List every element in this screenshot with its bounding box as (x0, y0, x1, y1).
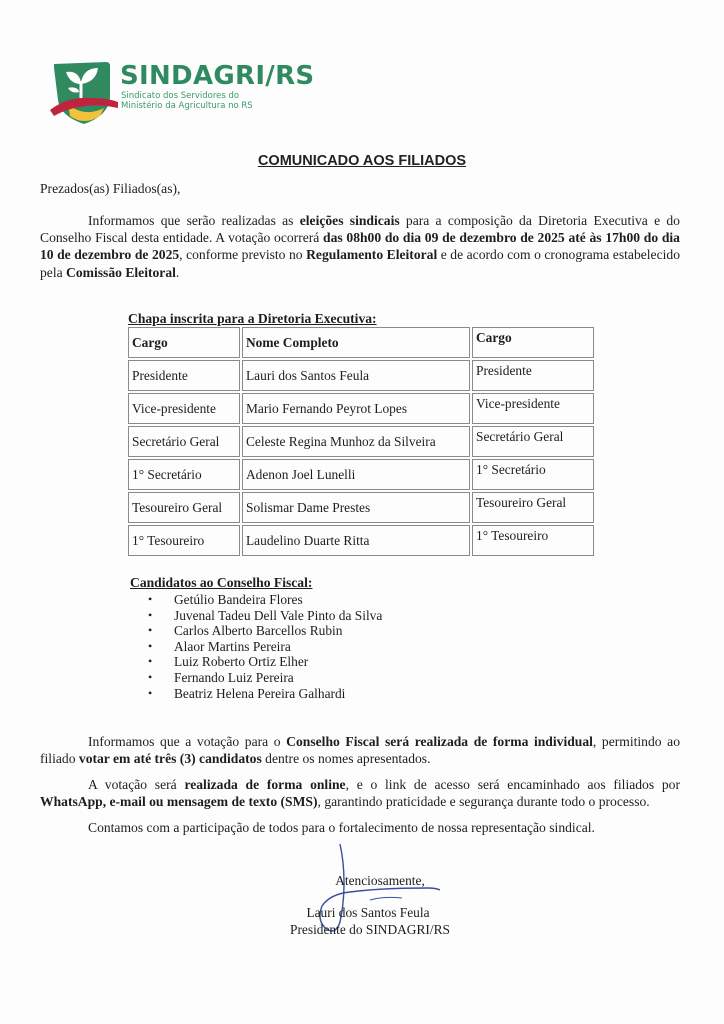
paragraph-elections (40, 212, 680, 281)
bullet-icon: • (148, 638, 153, 653)
cell-cargo: Vice-presidente (128, 393, 240, 424)
candidate-name: Juvenal Tadeu Dell Vale Pinto da Silva (174, 607, 383, 623)
text: , garantindo praticidade e segurança durante todo o processo. (317, 794, 650, 810)
closing-greeting: Atenciosamente, (335, 873, 425, 888)
cell-cargo-2: Secretário Geral (472, 426, 594, 457)
list-item (144, 654, 382, 670)
table-row (128, 426, 594, 457)
cell-cargo-2: 1° Secretário (472, 459, 594, 490)
logo-subtitle-line1: Sindicato dos Servidores do (121, 91, 240, 101)
header-nome: Nome Completo (242, 327, 470, 358)
greeting: Prezados(as) Filiados(as), (40, 181, 181, 196)
paragraph-participation: Contamos com a participação de todos para o fortalecimento de nossa representação sindical. (88, 820, 595, 835)
bullet-icon: • (148, 623, 153, 638)
text: Informamos que a votação para o (88, 734, 287, 749)
signatory-name: Lauri dos Santos Feula (306, 905, 430, 920)
logo-title: SINDAGRI/RS (120, 61, 315, 91)
paragraph-voting-individual (40, 733, 680, 767)
text: dentre os nomes apresentados. (261, 751, 431, 767)
table-header-row (128, 327, 594, 358)
cell-nome: Mario Fernando Peyrot Lopes (242, 393, 470, 424)
cell-nome: Lauri dos Santos Feula (242, 360, 470, 391)
bold-text: Comissão Eleitoral (66, 264, 176, 280)
table-row (128, 393, 594, 424)
header-cargo: Cargo (128, 327, 240, 358)
text: . (175, 264, 180, 280)
table-row (128, 492, 594, 523)
candidate-name: Beatriz Helena Pereira Galhardi (174, 685, 346, 701)
bullet-icon: • (148, 607, 153, 622)
list-item (144, 608, 382, 624)
cell-nome: Adenon Joel Lunelli (242, 459, 470, 490)
candidate-name: Luiz Roberto Ortiz Elher (174, 654, 309, 670)
bold-text: Conselho Fiscal será realizada de forma individual (286, 734, 593, 749)
cell-cargo: 1° Tesoureiro (128, 525, 240, 556)
cell-nome: Celeste Regina Munhoz da Silveira (242, 426, 470, 457)
bold-text: Regulamento Eleitoral (306, 247, 438, 263)
text: para a composição da Diretoria Executiva e do Conselho Fiscal desta entidade. A votação ocorrerá (40, 213, 680, 246)
bullet-icon: • (148, 592, 153, 606)
bullet-icon: • (148, 685, 153, 700)
list-item (144, 686, 382, 702)
sindagri-logo (48, 58, 315, 128)
bold-text: WhatsApp, e-mail ou mensagem de texto (SMS) (40, 794, 318, 810)
text: , conforme previsto no (179, 247, 307, 263)
candidate-name: Fernando Luiz Pereira (174, 669, 294, 685)
text: Informamos que serão realizadas as (88, 213, 300, 228)
logo-subtitle-line2: Ministério da Agricultura no RS (121, 101, 253, 111)
cell-nome: Laudelino Duarte Ritta (242, 525, 470, 556)
candidate-name: Getúlio Bandeira Flores (174, 592, 303, 607)
shield-sprout-icon (48, 58, 120, 126)
text: , e o link de acesso será encaminhado aos filiados por (345, 777, 681, 792)
conselho-fiscal-list (144, 592, 382, 701)
bold-text: eleições sindicais (299, 213, 400, 228)
cell-cargo-2: 1° Tesoureiro (472, 525, 594, 556)
chapa-table (126, 325, 596, 558)
paragraph-voting-online (40, 776, 680, 810)
text: A votação será (88, 777, 185, 792)
list-item (144, 639, 382, 655)
cell-cargo: Secretário Geral (128, 426, 240, 457)
table-row (128, 360, 594, 391)
bold-text: das 08h00 do dia 09 de dezembro de 2025 até às 17h00 do dia 10 de dezembro de 2025 (40, 230, 680, 263)
cell-cargo-2: Presidente (472, 360, 594, 391)
candidate-name: Carlos Alberto Barcellos Rubin (174, 623, 343, 639)
table-row (128, 525, 594, 556)
signatory-role: Presidente do SINDAGRI/RS (290, 922, 450, 937)
table-row (128, 459, 594, 490)
bold-text: votar em até três (3) candidatos (78, 751, 262, 767)
conselho-fiscal-title: Candidatos ao Conselho Fiscal: (130, 575, 313, 590)
cell-cargo-2: Vice-presidente (472, 393, 594, 424)
cell-cargo-2: Tesoureiro Geral (472, 492, 594, 523)
text: e de acordo com o cronograma estabelecido pela (40, 247, 680, 280)
chapa-title: Chapa inscrita para a Diretoria Executiva: (128, 311, 377, 326)
cell-cargo: Presidente (128, 360, 240, 391)
candidate-name: Alaor Martins Pereira (174, 638, 291, 654)
header-cargo-2: Cargo (472, 327, 594, 358)
list-item (144, 670, 382, 686)
document-title: COMUNICADO AOS FILIADOS (257, 153, 467, 169)
logo-subtitle (121, 91, 253, 111)
cell-cargo: 1° Secretário (128, 459, 240, 490)
bullet-icon: • (148, 654, 153, 669)
list-item (144, 623, 382, 639)
cell-cargo: Tesoureiro Geral (128, 492, 240, 523)
bold-text: realizada de forma online (184, 777, 346, 792)
cell-nome: Solismar Dame Prestes (242, 492, 470, 523)
list-item (144, 592, 382, 608)
text: , permitindo ao filiado (40, 734, 681, 767)
bullet-icon: • (148, 669, 153, 684)
